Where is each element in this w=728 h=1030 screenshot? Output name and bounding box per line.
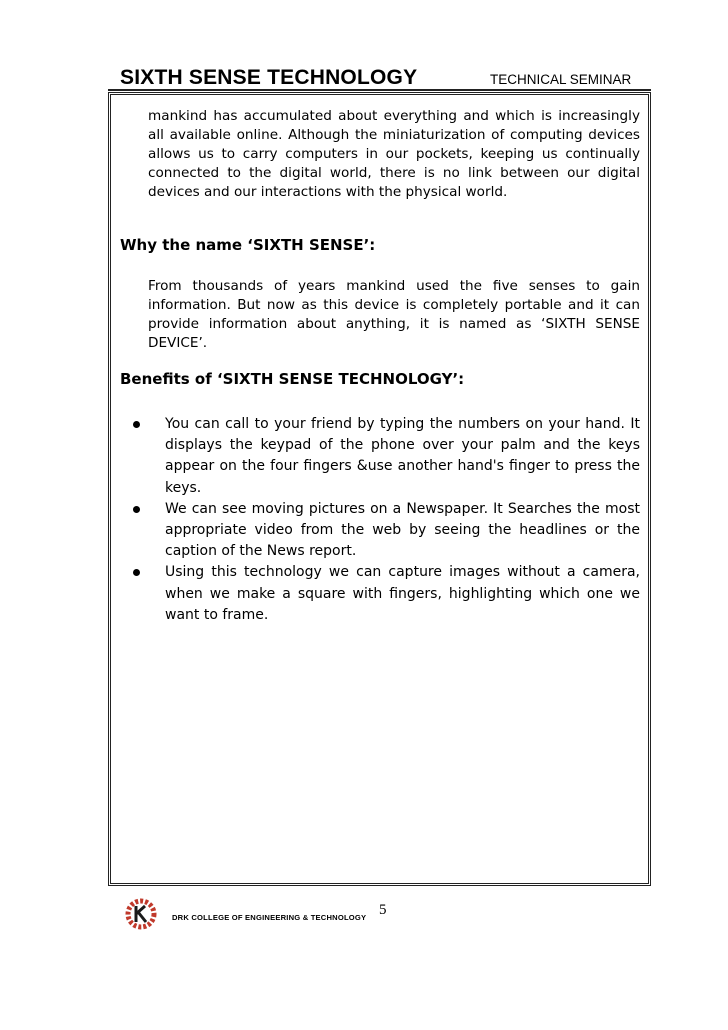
list-item [131, 414, 640, 499]
list-item [131, 499, 640, 563]
bullet-icon [133, 569, 140, 576]
page-number: 5 [379, 902, 387, 918]
bullet-icon [133, 421, 140, 428]
section-heading-why-name: Why the name ‘SIXTH SENSE’: [120, 236, 376, 254]
document-title: SIXTH SENSE TECHNOLOGY [120, 66, 418, 89]
college-name: DRK COLLEGE OF ENGINEERING & TECHNOLOGY [172, 913, 367, 922]
benefits-list [131, 414, 640, 626]
list-item-text: You can call to your friend by typing the numbers on your hand. It displays the keypad of the phone over your palm and the keys appear on the four fingers &use another hand's finger to press the keys. [165, 416, 640, 496]
college-logo-icon [122, 898, 160, 930]
list-item-text: We can see moving pictures on a Newspaper. It Searches the most appropriate video from the web by seeing the headlines or the caption of the News report. [165, 500, 640, 560]
section-paragraph-why-name: From thousands of years mankind used the five senses to gain information. But now as this device is completely portable and it can provide information about anything, it is named as ‘SIXTH SENSE DEVICE’. [148, 278, 640, 352]
bullet-icon [133, 506, 140, 513]
page-footer [122, 898, 522, 932]
header-rule [108, 89, 651, 91]
intro-paragraph: mankind has accumulated about everything and which is increasingly all available online. Although the miniaturization of computing devices allows us to carry computers in our pockets, keeping us continually connected to the digital world, there is no link between our digital devices and our interactions with the physical world. [148, 108, 640, 201]
list-item [131, 562, 640, 626]
section-heading-benefits: Benefits of ‘SIXTH SENSE TECHNOLOGY’: [120, 370, 465, 388]
document-subtitle: TECHNICAL SEMINAR [490, 72, 632, 87]
list-item-text: Using this technology we can capture images without a camera, when we make a square with fingers, highlighting which one we want to frame. [165, 564, 640, 623]
